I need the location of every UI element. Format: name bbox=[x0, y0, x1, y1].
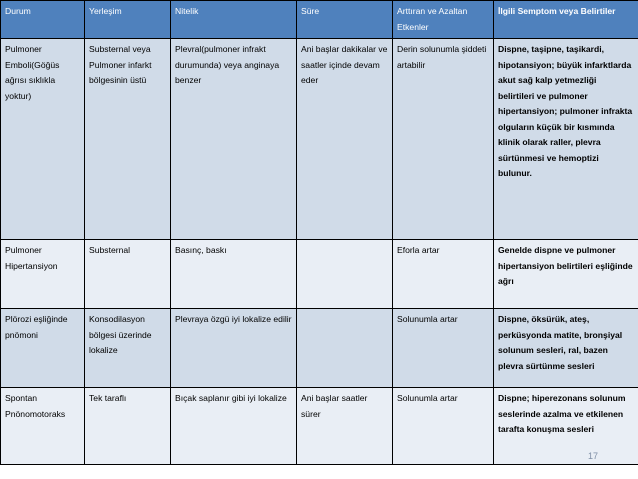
table-cell: Solunumla artar bbox=[393, 388, 494, 465]
table-cell: Dispne; hiperezonans solunum seslerinde azalma ve etkilenen tarafta konuşma sesleri bbox=[494, 388, 638, 465]
table-cell: Substernal veya Pulmoner infarkt bölgesinin üstü bbox=[85, 39, 171, 240]
table-cell: Bıçak saplanır gibi iyi lokalize bbox=[171, 388, 297, 465]
table-cell: Genelde dispne ve pulmoner hipertansiyon belirtileri eşliğinde ağrı bbox=[494, 240, 638, 309]
table-cell: Ani başlar saatler sürer bbox=[297, 388, 393, 465]
table-cell: Eforla artar bbox=[393, 240, 494, 309]
header-row bbox=[1, 1, 638, 39]
table-cell: Derin solunumla şiddeti artabilir bbox=[393, 39, 494, 240]
table-cell: Ani başlar dakikalar ve saatler içinde devam eder bbox=[297, 39, 393, 240]
table-cell: Tek taraflı bbox=[85, 388, 171, 465]
table-row bbox=[1, 388, 638, 465]
header-sure: Süre bbox=[297, 1, 393, 39]
table-cell: Plevral(pulmoner infrakt durumunda) veya anginaya benzer bbox=[171, 39, 297, 240]
table-cell: Pulmoner Emboli(Göğüs ağrısı sıklıkla yoktur) bbox=[1, 39, 85, 240]
table-cell: Dispne, öksürük, ateş, perküsyonda matite, bronşiyal solunum sesleri, ral, bazen plevra sürtünme sesleri bbox=[494, 309, 638, 388]
table-cell: Pulmoner Hipertansiyon bbox=[1, 240, 85, 309]
header-durum: Durum bbox=[1, 1, 85, 39]
page-number: 17 bbox=[587, 451, 598, 461]
table-cell: Konsodilasyon bölgesi üzerinde lokalize bbox=[85, 309, 171, 388]
header-yerlesim: Yerleşim bbox=[85, 1, 171, 39]
table-cell: Solunumla artar bbox=[393, 309, 494, 388]
table-cell: Dispne, taşipne, taşikardi, hipotansiyon; büyük infarktlarda akut sağ kalp yetmezliği belirtileri ve pulmoner hipertansiyon; pulmoner infrakta olguların küçük bir kısmında klinik olarak raller, plevra sürtünmesi ve hemoptizi bulunur. bbox=[494, 39, 638, 240]
table-row bbox=[1, 240, 638, 309]
table-cell: Substernal bbox=[85, 240, 171, 309]
table-cell: Spontan Pnönomotoraks bbox=[1, 388, 85, 465]
header-etkenler: Arttıran ve Azaltan Etkenler bbox=[393, 1, 494, 39]
header-semptom: İlgili Semptom veya Belirtiler bbox=[494, 1, 638, 39]
table-cell: Plörozi eşliğinde pnömoni bbox=[1, 309, 85, 388]
table-cell: Plevraya özgü iyi lokalize edilir bbox=[171, 309, 297, 388]
header-nitelik: Nitelik bbox=[171, 1, 297, 39]
table-cell bbox=[297, 240, 393, 309]
table-row bbox=[1, 309, 638, 388]
table-cell: Basınç, baskı bbox=[171, 240, 297, 309]
table-cell bbox=[297, 309, 393, 388]
table-row bbox=[1, 39, 638, 240]
